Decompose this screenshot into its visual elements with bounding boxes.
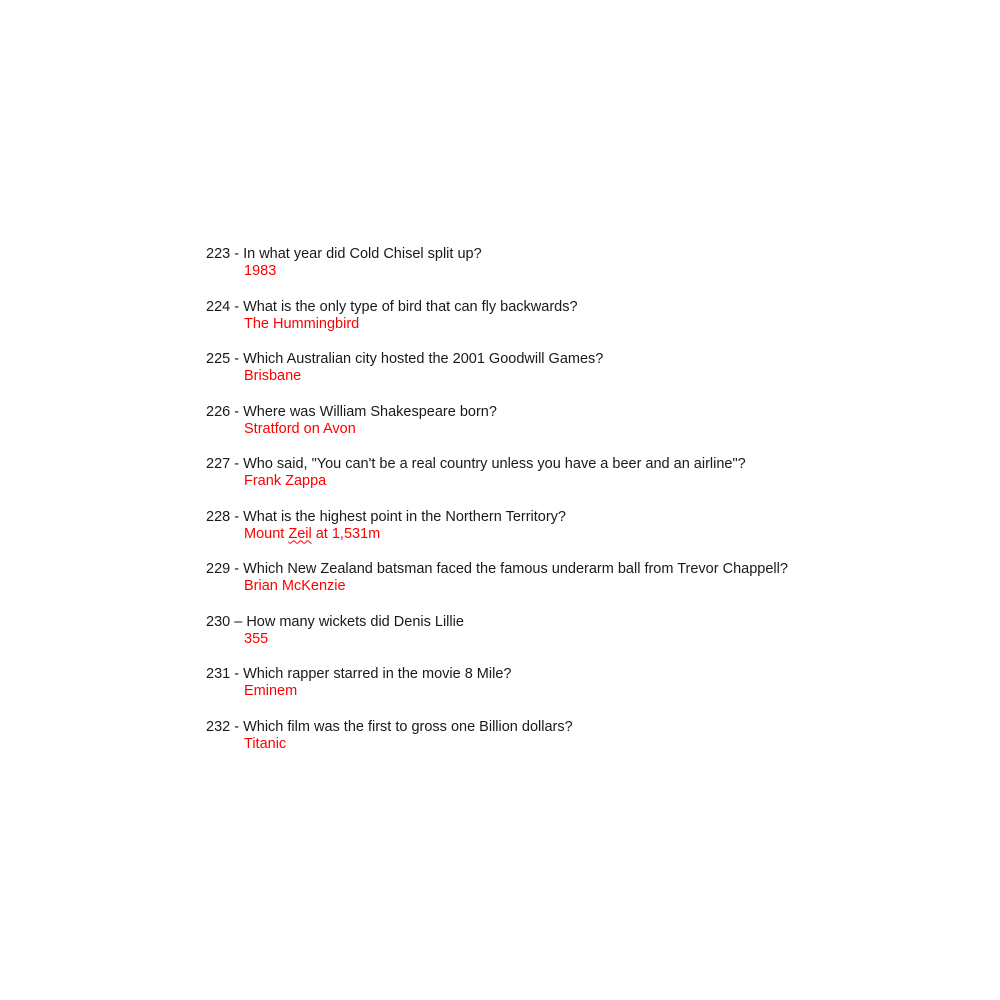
question-text: 228 - What is the highest point in the Northern Territory? bbox=[206, 508, 567, 525]
quiz-item-224 bbox=[206, 299, 966, 352]
answer-text: Titanic bbox=[244, 735, 287, 752]
quiz-item-232 bbox=[206, 719, 966, 772]
question-text: 230 – How many wickets did Denis Lillie bbox=[206, 613, 464, 630]
quiz-item-229 bbox=[206, 561, 966, 614]
answer-text: Eminem bbox=[244, 683, 298, 699]
question-text: 227 - Who said, "You can't be a real country unless you have a beer and an airline"? bbox=[206, 456, 746, 472]
quiz-item-225 bbox=[206, 351, 966, 404]
quiz-item-226 bbox=[206, 404, 966, 457]
answer-text: Stratford on Avon bbox=[244, 420, 356, 437]
question-text: 232 - Which film was the first to gross one Billion dollars? bbox=[206, 718, 573, 735]
answer-text: 355 bbox=[244, 630, 269, 647]
answer-text: Frank Zappa bbox=[244, 473, 327, 489]
question-text: 224 - What is the only type of bird that can fly backwards? bbox=[206, 298, 578, 315]
answer-part: Mount bbox=[244, 525, 289, 542]
question-text: 229 - Which New Zealand batsman faced the famous underarm ball from Trevor Chappell? bbox=[206, 561, 788, 577]
quiz-list bbox=[206, 246, 966, 771]
quiz-item-231 bbox=[206, 666, 966, 719]
question-text: 223 - In what year did Cold Chisel split up? bbox=[206, 246, 482, 262]
answer-text: 1983 bbox=[244, 263, 277, 279]
answer-text: Brian McKenzie bbox=[244, 578, 346, 594]
quiz-item-227 bbox=[206, 456, 966, 509]
spellcheck-flagged-word: Zeil bbox=[288, 525, 312, 542]
quiz-item-228 bbox=[206, 509, 966, 562]
question-text: 226 - Where was William Shakespeare born? bbox=[206, 403, 497, 420]
answer-text: The Hummingbird bbox=[244, 315, 360, 332]
answer-text bbox=[206, 526, 966, 543]
question-text: 225 - Which Australian city hosted the 2001 Goodwill Games? bbox=[206, 351, 604, 367]
answer-part: at 1,531m bbox=[311, 525, 381, 542]
question-text: 231 - Which rapper starred in the movie 8 Mile? bbox=[206, 666, 512, 682]
quiz-item-230 bbox=[206, 614, 966, 667]
quiz-item-223 bbox=[206, 246, 966, 299]
answer-text: Brisbane bbox=[244, 368, 302, 384]
